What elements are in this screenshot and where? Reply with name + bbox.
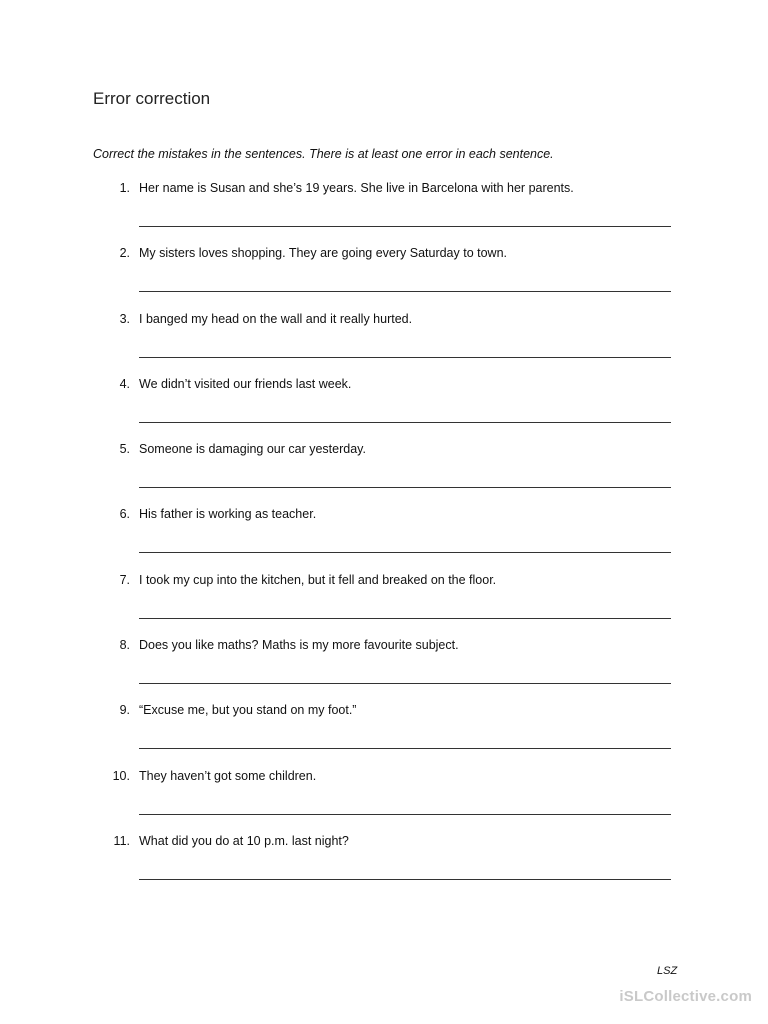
- item-number: 4.: [119, 376, 130, 391]
- answer-line[interactable]: [139, 487, 671, 488]
- item-sentence: My sisters loves shopping. They are going every Saturday to town.: [139, 246, 508, 261]
- watermark: iSLCollective.com: [619, 988, 752, 1005]
- item-sentence: “Excuse me, but you stand on my foot.”: [139, 703, 357, 718]
- answer-line[interactable]: [139, 357, 671, 358]
- item-number: 2.: [119, 246, 130, 261]
- item-number: 5.: [119, 442, 130, 457]
- exercise-item: [0, 769, 768, 834]
- exercise-item: [0, 246, 768, 311]
- instructions: Correct the mistakes in the sentences. There is at least one error in each sentence.: [93, 147, 554, 161]
- item-sentence: Does you like maths? Maths is my more favourite subject.: [139, 638, 459, 653]
- exercise-item: [0, 181, 768, 246]
- exercise-item: [0, 442, 768, 507]
- item-number: 1.: [119, 181, 130, 195]
- exercise-item: [0, 377, 768, 442]
- item-sentence: Someone is damaging our car yesterday.: [139, 442, 366, 457]
- item-sentence: We didn’t visited our friends last week.: [139, 376, 352, 391]
- answer-line[interactable]: [139, 748, 671, 749]
- item-sentence: His father is working as teacher.: [139, 507, 317, 522]
- item-sentence: I took my cup into the kitchen, but it fell and breaked on the floor.: [139, 572, 497, 587]
- item-number: 7.: [119, 572, 130, 587]
- answer-line[interactable]: [139, 422, 671, 423]
- item-number: 3.: [119, 311, 130, 326]
- item-number: 9.: [119, 703, 130, 718]
- exercise-item: [0, 638, 768, 703]
- exercise-item: [0, 703, 768, 768]
- answer-line[interactable]: [139, 291, 671, 292]
- page-title: Error correction: [93, 89, 211, 108]
- item-number: 6.: [119, 507, 130, 522]
- item-number: 10.: [112, 768, 130, 783]
- answer-line[interactable]: [139, 618, 671, 619]
- exercise-list: [0, 181, 768, 899]
- answer-line[interactable]: [139, 226, 671, 227]
- exercise-item: [0, 312, 768, 377]
- exercise-item: [0, 507, 768, 572]
- item-number: 11.: [113, 833, 130, 848]
- answer-line[interactable]: [139, 814, 671, 815]
- exercise-item: [0, 834, 768, 899]
- exercise-item: [0, 573, 768, 638]
- item-number: 8.: [119, 638, 130, 653]
- answer-line[interactable]: [139, 552, 671, 553]
- item-sentence: I banged my head on the wall and it really hurted.: [139, 311, 413, 326]
- answer-line[interactable]: [139, 879, 671, 880]
- author-initials: LSZ: [657, 965, 678, 977]
- item-sentence: What did you do at 10 p.m. last night?: [139, 833, 349, 848]
- item-sentence: Her name is Susan and she’s 19 years. She live in Barcelona with her parents.: [139, 181, 574, 195]
- item-sentence: They haven’t got some children.: [139, 768, 317, 783]
- answer-line[interactable]: [139, 683, 671, 684]
